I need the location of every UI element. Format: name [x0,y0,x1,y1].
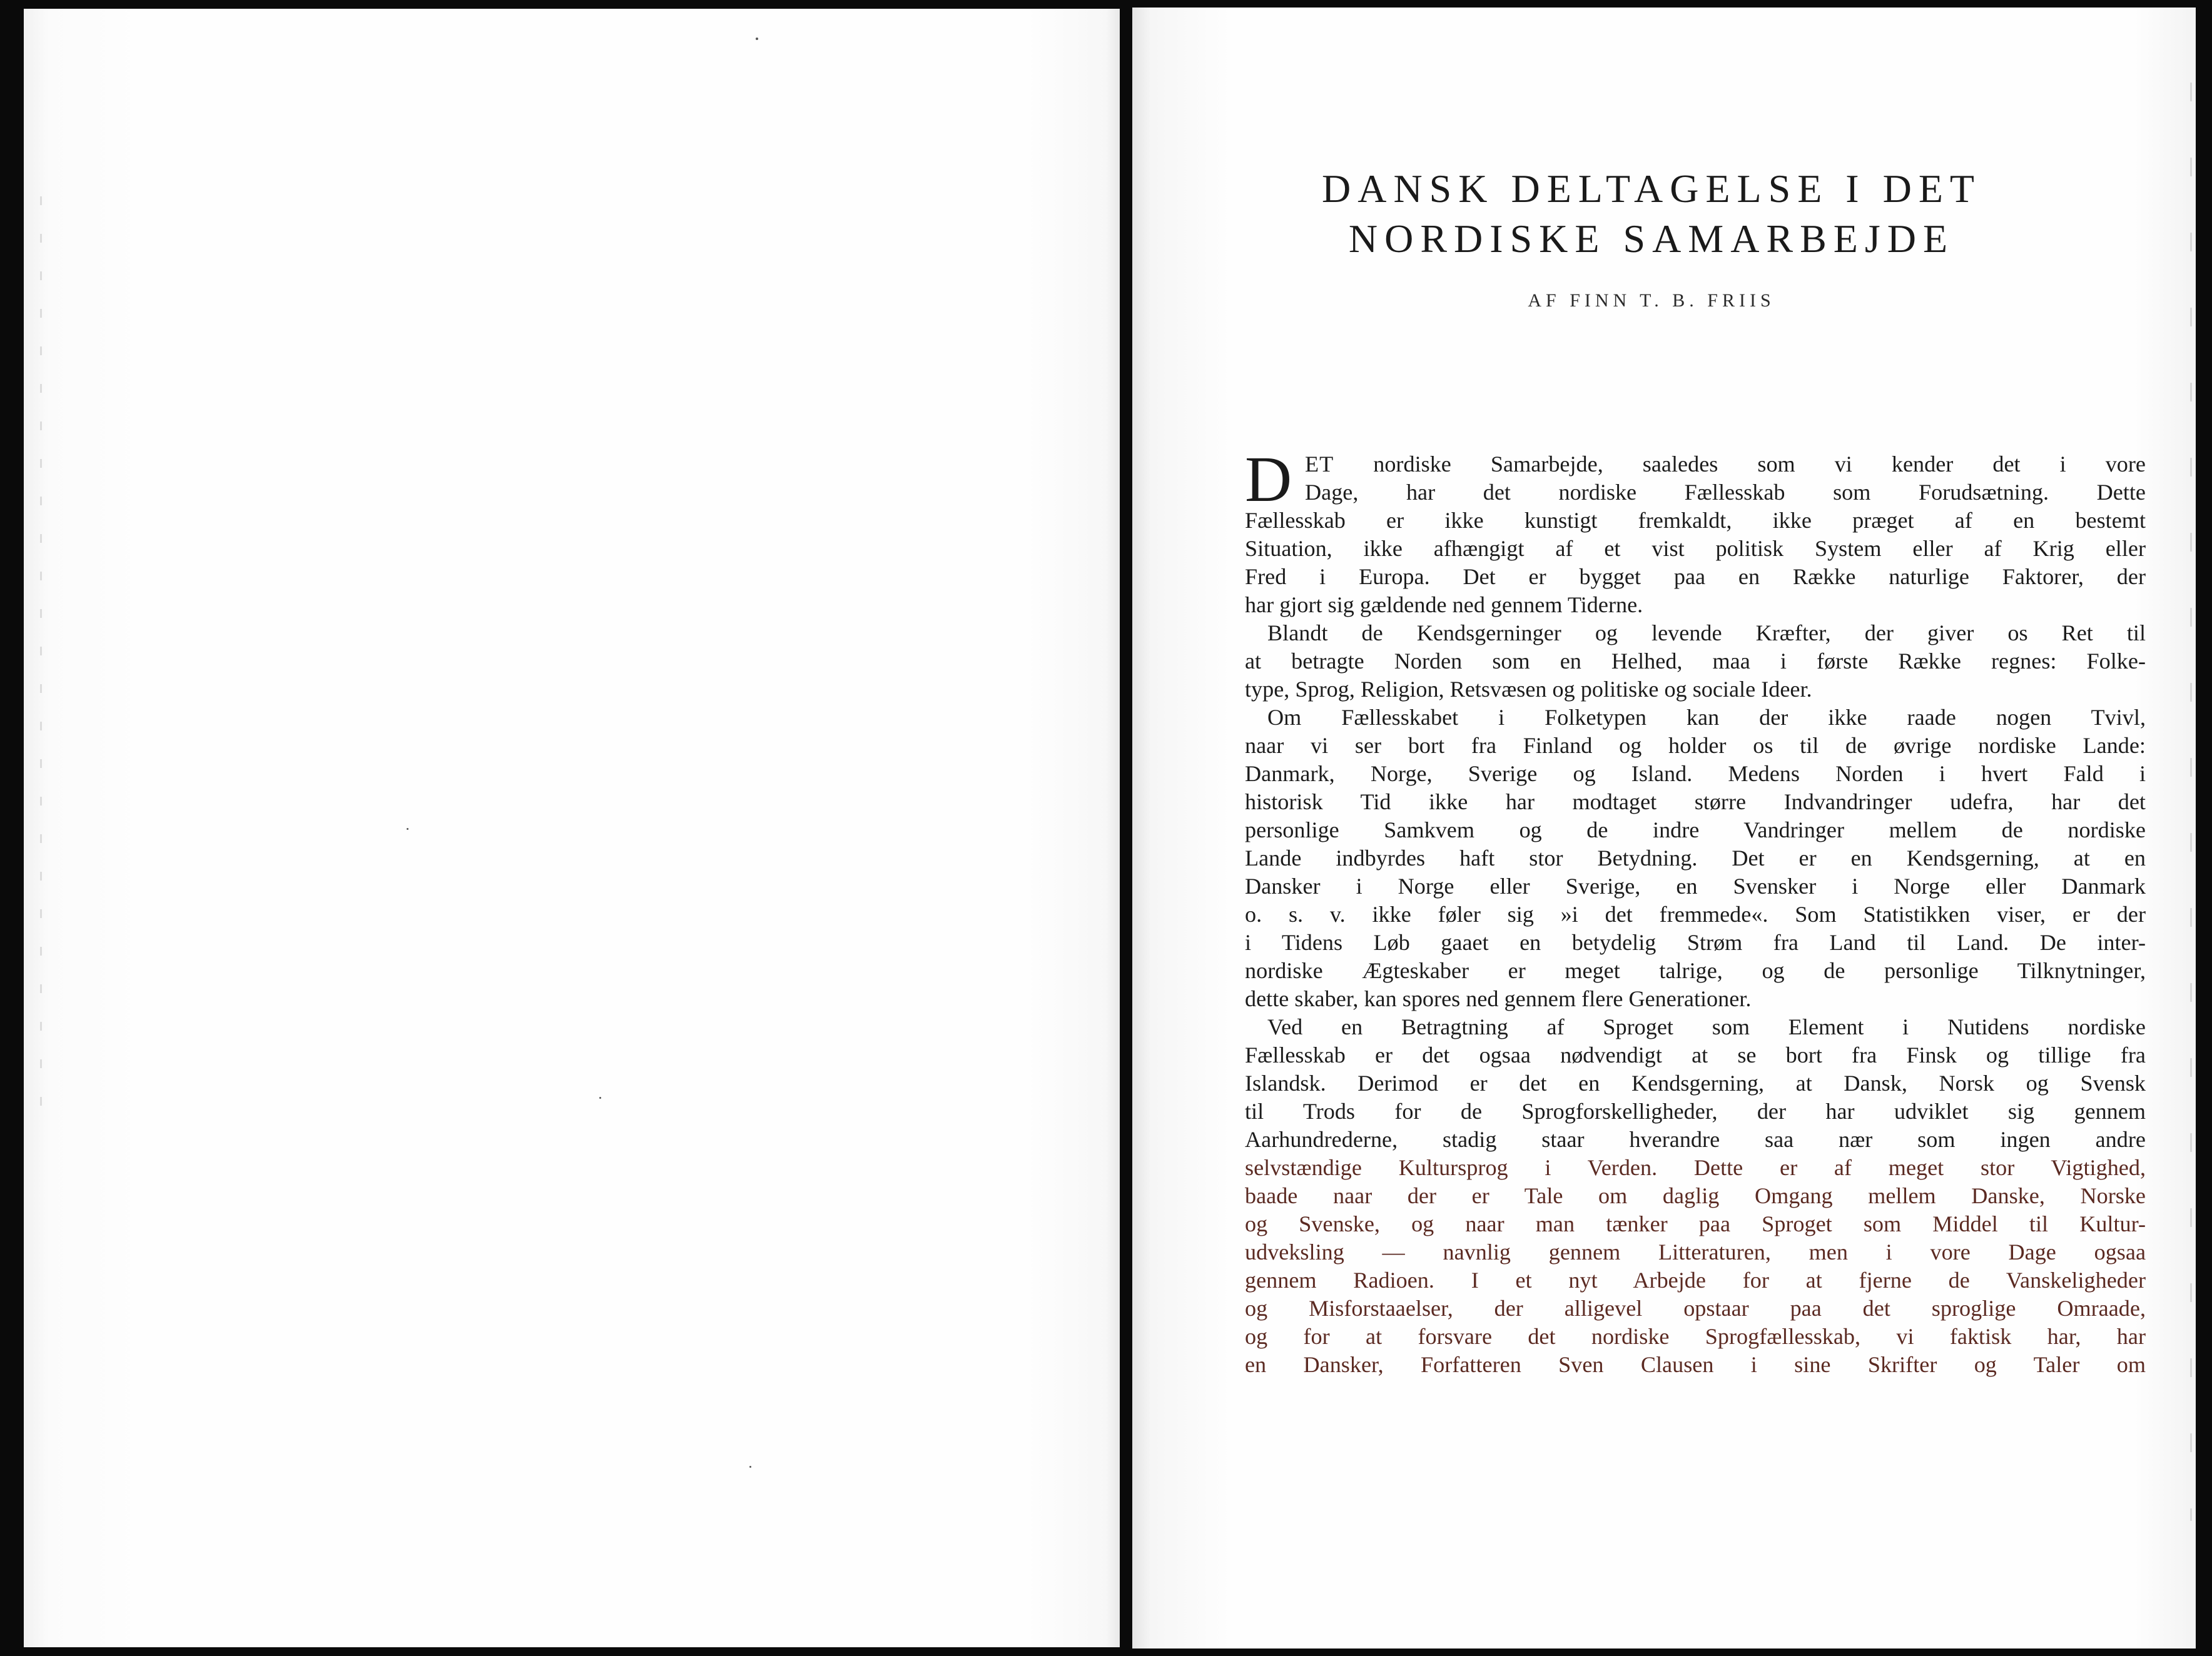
body-line: Dansker i Norge eller Sverige, en Svensker i Norge eller Danmark [1245,874,2146,899]
body-line: nordiske Ægteskaber er meget talrige, og de personlige Tilknytninger, [1245,958,2146,983]
body-line: Aarhundrederne, stadig staar hverandre saa nær som ingen andre [1245,1127,2146,1152]
body-line: Fællesskab er det ogsaa nødvendigt at se bort fra Finsk og tillige fra [1245,1043,2146,1068]
body-line: og for at forsvare det nordiske Sprogfællesskab, vi faktisk har, har [1245,1324,2146,1349]
dust-speck [756,38,758,40]
body-line: Fællesskab er ikke kunstigt fremkaldt, ikke præget af en bestemt [1245,508,2146,533]
body-line: udveksling — navnlig gennem Litteraturen, men i vore Dage ogsaa [1245,1239,2146,1265]
right-page [1132,8,2196,1648]
right-page-edge-shadow [2190,83,2192,1521]
title-line-2: NORDISKE SAMARBEJDE [1348,216,1955,261]
body-line: en Dansker, Forfatteren Sven Clausen i sine Skrifter og Taler om [1245,1352,2146,1377]
article-body [1245,443,2146,1379]
body-line: i Tidens Løb gaaet en betydelig Strøm fra Land til Land. De inter- [1245,930,2146,955]
first-word-small-caps: ET [1305,452,1334,477]
body-line: type, Sprog, Religion, Retsvæsen og politiske og sociale Ideer. [1245,677,1812,702]
drop-cap: D [1245,443,1292,515]
body-line: baade naar der er Tale om daglig Omgang mellem Danske, Norske [1245,1183,2146,1208]
body-line: Om Fællesskabet i Folketypen kan der ikke raade nogen Tvivl, [1267,705,2146,730]
body-line: personlige Samkvem og de indre Vandringer mellem de nordiske [1245,817,2146,842]
article-title [1245,164,2058,264]
body-line: har gjort sig gældende ned gennem Tiderne. [1245,592,1643,617]
body-line-text: nordiske Samarbejde, saaledes som vi kender det i vore [1334,452,2146,477]
article-byline: AF FINN T. B. FRIIS [1528,290,1775,311]
body-line: Ved en Betragtning af Sproget som Element i Nutidens nordiske [1267,1014,2146,1039]
body-line: gennem Radioen. I et nyt Arbejde for at fjerne de Vanskeligheder [1245,1268,2146,1293]
body-line: og Svenske, og naar man tænker paa Sproget som Middel til Kultur- [1245,1211,2146,1236]
body-line: Situation, ikke afhængigt af et vist politisk System eller af Krig eller [1245,536,2146,561]
body-line: Lande indbyrdes haft stor Betydning. Det er en Kendsgerning, at en [1245,846,2146,871]
dust-speck [407,828,408,830]
body-line [1245,450,2146,478]
body-line: at betragte Norden som en Helhed, maa i første Række regnes: Folke- [1245,649,2146,674]
left-page-edge-shadow [40,196,42,1134]
body-line: og Misforstaaelser, der alligevel opstaar paa det sproglige Omraade, [1245,1296,2146,1321]
dust-speck [749,1466,751,1468]
body-line: Islandsk. Derimod er det en Kendsgerning, at Dansk, Norsk og Svensk [1245,1071,2146,1096]
body-line: selvstændige Kultursprog i Verden. Dette er af meget stor Vigtighed, [1245,1155,2146,1180]
body-line: naar vi ser bort fra Finland og holder os til de øvrige nordiske Lande: [1245,733,2146,758]
body-line: dette skaber, kan spores ned gennem flere Generationer. [1245,986,1752,1011]
left-page-blank [24,9,1120,1647]
body-line: til Trods for de Sprogforskelligheder, der har udviklet sig gennem [1245,1099,2146,1124]
body-line: o. s. v. ikke føler sig »i det fremmede«. Som Statistikken viser, er der [1245,902,2146,927]
body-line: Blandt de Kendsgerninger og levende Kræfter, der giver os Ret til [1267,620,2146,645]
body-line: Fred i Europa. Det er bygget paa en Række naturlige Faktorer, der [1245,564,2146,589]
title-line-1: DANSK DELTAGELSE I DET [1322,166,1981,211]
body-line: historisk Tid ikke har modtaget større Indvandringer udefra, har det [1245,789,2146,814]
body-line: Danmark, Norge, Sverige og Island. Medens Norden i hvert Fald i [1245,761,2146,786]
dust-speck [599,1097,601,1099]
body-line: Dage, har det nordiske Fællesskab som Forudsætning. Dette [1305,480,2146,505]
